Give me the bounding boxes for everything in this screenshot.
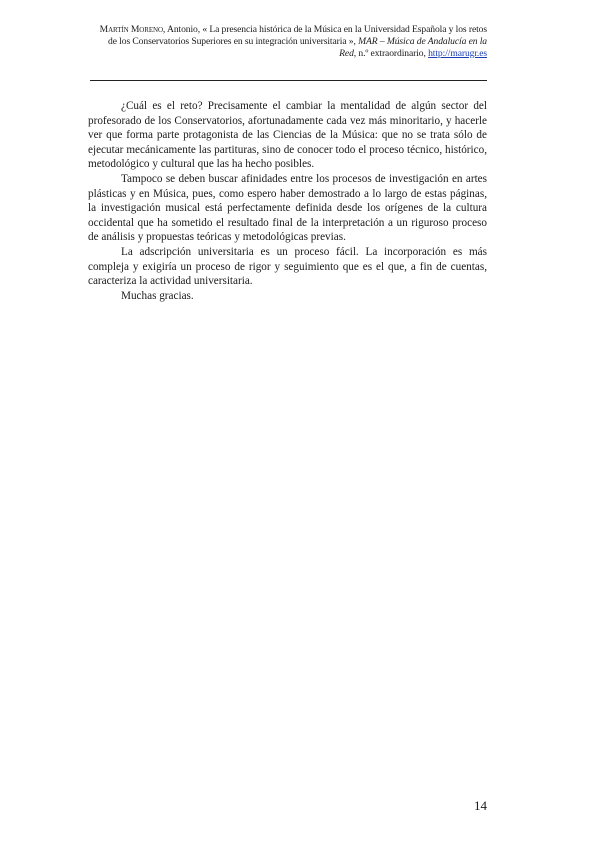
paragraph-1: ¿Cuál es el reto? Precisamente el cambiar la mentalidad de algún sector del profesorado de los Conservatorios, afortunadamente cada vez más minoritario, y hacerle ver que forma parte protagonista de las Ciencias de la Música: que no se trata sólo de ejecutar mecánicamente las partituras, sino de conocer todo el proceso técnico, histórico, metodológico y cultural que las ha hecho posibles. — [88, 100, 487, 171]
journal-link[interactable]: http://marugr.es — [428, 48, 487, 59]
paragraph-2: Tampoco se deben buscar afinidades entre los procesos de investigación en artes plásticas y en Música, pues, como espero haber demostrado a lo largo de estas páginas, la investigación musical está perfectamente definida desde los orígenes de la cultura occidental que ha sometido el resultado final de la interpretación a un riguroso proceso de análisis y propuestas teóricas y metodológicas previas. — [88, 172, 487, 244]
paragraph-3: La adscripción universitaria es un proceso fácil. La incorporación es más compleja y exigiría un proceso de rigor y seguimiento que es el que, a fin de cuentas, caracteriza la actividad universitaria. — [88, 245, 487, 288]
article-title: La presencia histórica de la Música en la Universidad Española y los retos de los Conservatorios Superiores en su integración universitaria — [108, 24, 487, 47]
author-surname: Martín Moreno — [99, 24, 163, 35]
title-close: », — [348, 36, 356, 47]
paragraph-4: Muchas gracias. — [121, 289, 194, 302]
issue-info: , n.º extraordinario, — [353, 48, 426, 59]
page-number: 14 — [474, 798, 487, 813]
header-divider — [90, 80, 487, 81]
running-header — [90, 24, 487, 60]
author-rest: , Antonio, « — [162, 24, 208, 35]
journal-name: MAR – Música de Andalucía en la Red — [339, 36, 487, 59]
body-text — [88, 99, 487, 303]
